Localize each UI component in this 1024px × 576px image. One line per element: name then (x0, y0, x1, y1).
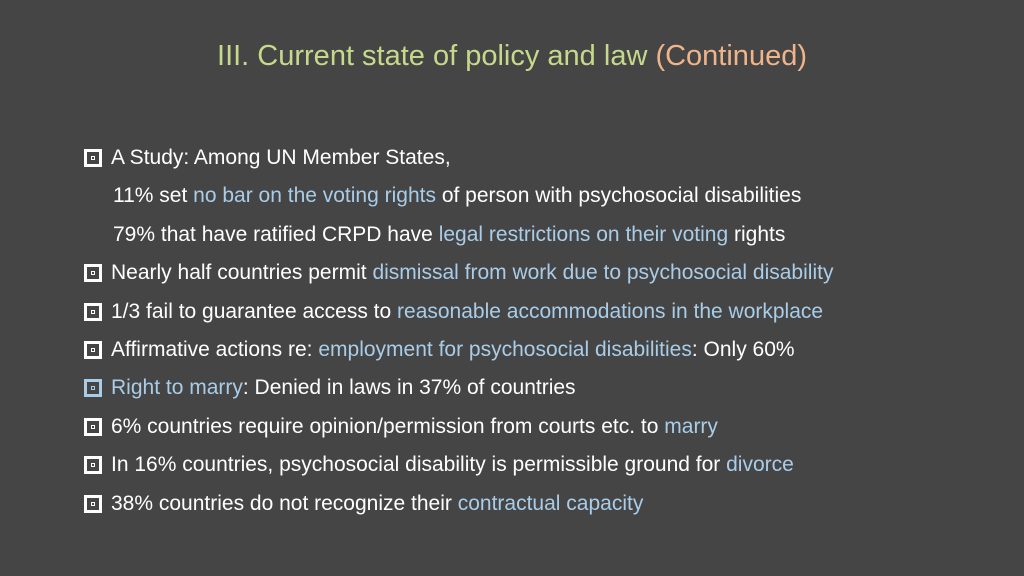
square-bullet-icon (84, 379, 102, 397)
bullet-text: Affirmative actions re: (111, 337, 319, 361)
highlighted-text: no bar on the voting rights (193, 184, 436, 208)
bullet-text: Nearly half countries permit (111, 261, 373, 285)
highlighted-text: Right to marry (111, 376, 243, 400)
bullet-point (84, 254, 1004, 292)
square-bullet-icon (84, 495, 102, 513)
bullet-point (84, 408, 1004, 446)
square-bullet-icon (84, 456, 102, 474)
bullet-text: 1/3 fail to guarantee access to (111, 299, 398, 323)
highlighted-text: reasonable accommodations in the workplace (397, 299, 824, 323)
bullet-point (84, 485, 1004, 523)
bullet-text: opinion/permission from courts etc. to (309, 414, 665, 438)
bullet-point (84, 331, 1004, 369)
bullet-text: : Only 60% (691, 337, 795, 361)
square-bullet-icon (84, 418, 102, 436)
bullet-text: 6% countries require (111, 414, 310, 438)
sub-point (84, 177, 1004, 215)
square-bullet-icon (84, 264, 102, 282)
square-bullet-icon (84, 341, 102, 359)
bullet-text: A Study: Among UN Member States, (111, 146, 451, 169)
bullet-text: In 16% countries, psychosocial disability is permissible ground for (111, 453, 727, 477)
bullet-point (84, 446, 1004, 484)
highlighted-text: dismissal from work due to psychosocial disability (372, 261, 834, 285)
square-bullet-icon (84, 149, 102, 167)
bullet-list (84, 139, 1004, 523)
bullet-text: 79% that have ratified CRPD have (113, 222, 439, 246)
highlighted-text: contractual capacity (457, 491, 644, 515)
slide-title (0, 40, 1024, 73)
highlighted-text: divorce (726, 453, 794, 477)
sub-point (84, 216, 1004, 254)
bullet-text: rights (728, 222, 786, 246)
highlighted-text: marry (664, 414, 718, 438)
bullet-point (84, 293, 1004, 331)
highlighted-text: legal restrictions on their voting (438, 222, 729, 246)
highlighted-text: employment for psychosocial disabilities (318, 337, 692, 361)
bullet-text: 11% set (113, 184, 194, 208)
square-bullet-icon (84, 303, 102, 321)
bullet-point (84, 139, 1004, 177)
slide-title-accent: (Continued) (655, 40, 807, 72)
bullet-text: 38% countries do not recognize their (111, 491, 458, 515)
bullet-text: of person with psychosocial disabilities (435, 184, 802, 208)
bullet-text: : Denied in laws in 37% of countries (242, 376, 576, 400)
bullet-point (84, 369, 1004, 407)
slide-title-main: III. Current state of policy and law (217, 40, 656, 72)
